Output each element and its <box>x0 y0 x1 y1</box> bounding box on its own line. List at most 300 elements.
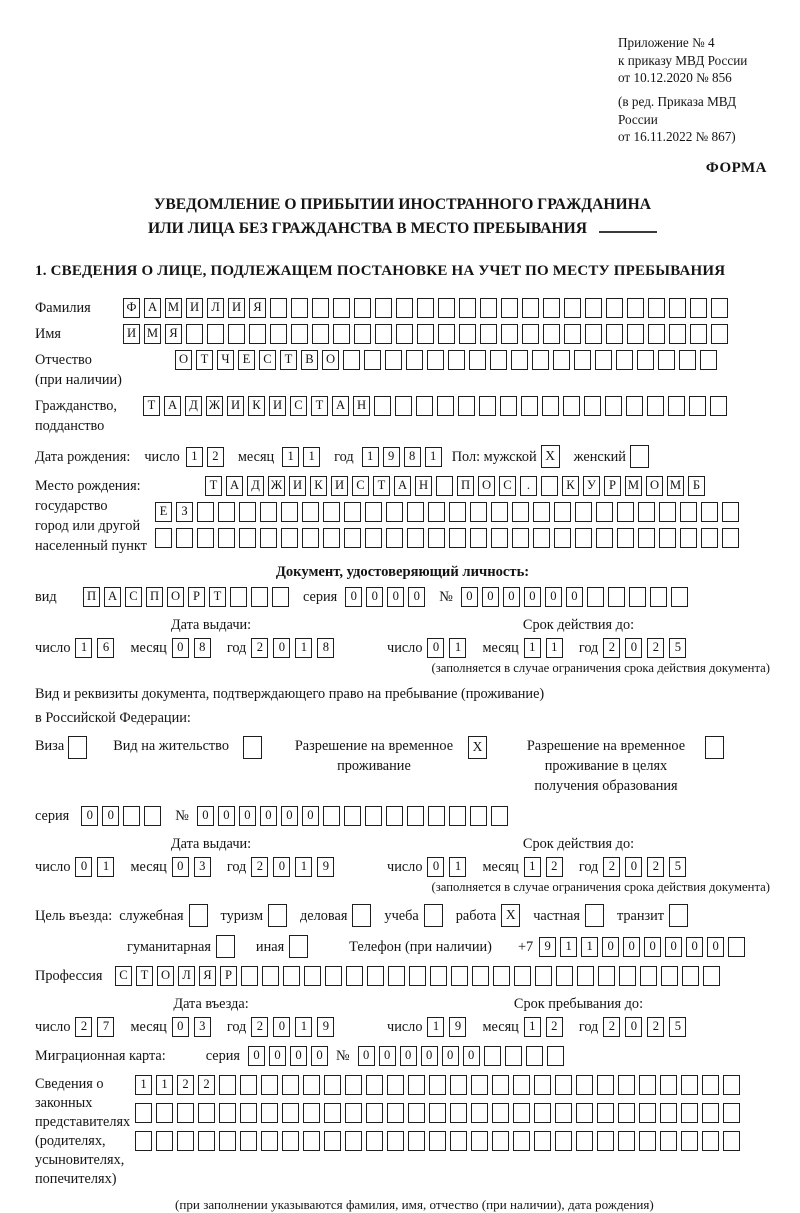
char-cell[interactable]: Я <box>165 324 182 344</box>
char-cell[interactable]: И <box>289 476 306 496</box>
char-cell[interactable] <box>219 1103 236 1123</box>
char-cell[interactable]: 0 <box>311 1046 328 1066</box>
char-cell[interactable] <box>680 528 697 548</box>
char-cell[interactable] <box>492 1131 509 1151</box>
char-cell[interactable] <box>689 396 706 416</box>
char-cell[interactable]: 0 <box>172 638 189 658</box>
char-cell[interactable] <box>575 502 592 522</box>
char-cell[interactable] <box>448 350 465 370</box>
char-cell[interactable] <box>459 324 476 344</box>
char-cell[interactable] <box>364 350 381 370</box>
char-cell[interactable] <box>395 396 412 416</box>
char-cell[interactable] <box>135 1131 152 1151</box>
char-cell[interactable] <box>450 1075 467 1095</box>
char-cell[interactable] <box>661 966 678 986</box>
char-cell[interactable] <box>576 1075 593 1095</box>
char-cell[interactable] <box>365 806 382 826</box>
char-cell[interactable]: И <box>331 476 348 496</box>
char-cell[interactable] <box>450 1131 467 1151</box>
char-cell[interactable] <box>366 1103 383 1123</box>
char-cell[interactable] <box>156 1131 173 1151</box>
char-cell[interactable] <box>417 324 434 344</box>
char-cell[interactable] <box>449 528 466 548</box>
char-cell[interactable] <box>218 528 235 548</box>
char-cell[interactable] <box>261 1131 278 1151</box>
char-cell[interactable]: И <box>228 298 245 318</box>
char-cell[interactable] <box>639 1103 656 1123</box>
char-cell[interactable]: . <box>520 476 537 496</box>
char-cell[interactable] <box>534 1075 551 1095</box>
char-cell[interactable]: 2 <box>75 1017 92 1037</box>
char-cell[interactable]: 0 <box>239 806 256 826</box>
char-cell[interactable] <box>511 350 528 370</box>
char-cell[interactable] <box>387 1103 404 1123</box>
char-cell[interactable]: Д <box>185 396 202 416</box>
char-cell[interactable] <box>574 350 591 370</box>
char-cell[interactable] <box>408 1075 425 1095</box>
char-cell[interactable]: О <box>175 350 192 370</box>
char-cell[interactable] <box>429 1131 446 1151</box>
char-cell[interactable] <box>344 502 361 522</box>
char-cell[interactable] <box>543 324 560 344</box>
char-cell[interactable] <box>176 528 193 548</box>
char-cell[interactable]: Л <box>207 298 224 318</box>
char-cell[interactable] <box>207 324 224 344</box>
char-cell[interactable]: 0 <box>75 857 92 877</box>
char-cell[interactable] <box>323 502 340 522</box>
char-cell[interactable]: 1 <box>524 638 541 658</box>
char-cell[interactable]: 0 <box>427 638 444 658</box>
char-cell[interactable]: Ф <box>123 298 140 318</box>
char-cell[interactable] <box>281 502 298 522</box>
char-cell[interactable] <box>408 1103 425 1123</box>
char-cell[interactable] <box>585 298 602 318</box>
char-cell[interactable]: 0 <box>427 857 444 877</box>
char-cell[interactable] <box>241 966 258 986</box>
char-cell[interactable] <box>323 806 340 826</box>
char-cell[interactable] <box>289 935 308 958</box>
char-cell[interactable] <box>728 937 745 957</box>
char-cell[interactable]: К <box>562 476 579 496</box>
char-cell[interactable] <box>493 966 510 986</box>
char-cell[interactable]: 1 <box>560 937 577 957</box>
char-cell[interactable]: 0 <box>172 857 189 877</box>
char-cell[interactable] <box>526 1046 543 1066</box>
char-cell[interactable] <box>239 502 256 522</box>
char-cell[interactable] <box>522 298 539 318</box>
char-cell[interactable] <box>325 966 342 986</box>
char-cell[interactable]: 0 <box>461 587 478 607</box>
char-cell[interactable]: 8 <box>194 638 211 658</box>
char-cell[interactable] <box>281 528 298 548</box>
char-cell[interactable] <box>705 736 724 759</box>
char-cell[interactable] <box>501 324 518 344</box>
char-cell[interactable] <box>261 1103 278 1123</box>
char-cell[interactable] <box>282 1131 299 1151</box>
char-cell[interactable] <box>629 587 646 607</box>
char-cell[interactable]: Е <box>155 502 172 522</box>
char-cell[interactable] <box>702 1075 719 1095</box>
char-cell[interactable] <box>701 528 718 548</box>
char-cell[interactable]: У <box>583 476 600 496</box>
char-cell[interactable] <box>638 502 655 522</box>
char-cell[interactable] <box>513 1103 530 1123</box>
char-cell[interactable] <box>681 1103 698 1123</box>
char-cell[interactable]: 5 <box>669 1017 686 1037</box>
char-cell[interactable]: 2 <box>251 1017 268 1037</box>
char-cell[interactable] <box>230 587 247 607</box>
char-cell[interactable]: А <box>144 298 161 318</box>
char-cell[interactable] <box>650 587 667 607</box>
char-cell[interactable]: 0 <box>686 937 703 957</box>
char-cell[interactable] <box>669 324 686 344</box>
char-cell[interactable]: 8 <box>404 447 421 467</box>
char-cell[interactable] <box>479 396 496 416</box>
char-cell[interactable] <box>333 298 350 318</box>
char-cell[interactable]: Т <box>209 587 226 607</box>
char-cell[interactable] <box>470 806 487 826</box>
char-cell[interactable]: 2 <box>251 638 268 658</box>
char-cell[interactable] <box>218 502 235 522</box>
char-cell[interactable] <box>555 1075 572 1095</box>
char-cell[interactable]: 0 <box>260 806 277 826</box>
char-cell[interactable]: Т <box>373 476 390 496</box>
char-cell[interactable] <box>451 966 468 986</box>
char-cell[interactable] <box>626 396 643 416</box>
char-cell[interactable]: Т <box>280 350 297 370</box>
char-cell[interactable]: Ч <box>217 350 234 370</box>
char-cell[interactable]: 9 <box>539 937 556 957</box>
char-cell[interactable]: 0 <box>345 587 362 607</box>
char-cell[interactable]: 1 <box>427 1017 444 1037</box>
char-cell[interactable] <box>703 966 720 986</box>
char-cell[interactable]: Е <box>238 350 255 370</box>
char-cell[interactable]: Д <box>247 476 264 496</box>
char-cell[interactable]: 1 <box>186 447 203 467</box>
char-cell[interactable]: 0 <box>172 1017 189 1037</box>
char-cell[interactable] <box>386 806 403 826</box>
char-cell[interactable] <box>354 324 371 344</box>
char-cell[interactable]: 0 <box>358 1046 375 1066</box>
char-cell[interactable] <box>491 502 508 522</box>
char-cell[interactable] <box>427 350 444 370</box>
char-cell[interactable] <box>722 502 739 522</box>
char-cell[interactable] <box>272 587 289 607</box>
char-cell[interactable]: 1 <box>524 1017 541 1037</box>
char-cell[interactable] <box>512 528 529 548</box>
char-cell[interactable] <box>197 502 214 522</box>
char-cell[interactable] <box>608 587 625 607</box>
char-cell[interactable] <box>251 587 268 607</box>
char-cell[interactable] <box>640 966 657 986</box>
char-cell[interactable] <box>513 1131 530 1151</box>
char-cell[interactable] <box>469 350 486 370</box>
char-cell[interactable] <box>260 502 277 522</box>
char-cell[interactable] <box>577 966 594 986</box>
char-cell[interactable]: И <box>227 396 244 416</box>
char-cell[interactable] <box>619 966 636 986</box>
char-cell[interactable]: 0 <box>463 1046 480 1066</box>
char-cell[interactable] <box>417 298 434 318</box>
char-cell[interactable] <box>312 324 329 344</box>
char-cell[interactable] <box>547 1046 564 1066</box>
char-cell[interactable] <box>501 298 518 318</box>
char-cell[interactable] <box>617 502 634 522</box>
char-cell[interactable]: 1 <box>75 638 92 658</box>
char-cell[interactable] <box>438 298 455 318</box>
char-cell[interactable] <box>630 445 649 468</box>
char-cell[interactable]: С <box>499 476 516 496</box>
char-cell[interactable] <box>535 966 552 986</box>
char-cell[interactable]: О <box>157 966 174 986</box>
char-cell[interactable]: 8 <box>317 638 334 658</box>
char-cell[interactable] <box>283 966 300 986</box>
char-cell[interactable]: 0 <box>269 1046 286 1066</box>
char-cell[interactable]: 0 <box>482 587 499 607</box>
char-cell[interactable]: Р <box>220 966 237 986</box>
char-cell[interactable] <box>500 396 517 416</box>
char-cell[interactable] <box>282 1103 299 1123</box>
char-cell[interactable] <box>491 528 508 548</box>
char-cell[interactable] <box>554 502 571 522</box>
char-cell[interactable]: 0 <box>273 857 290 877</box>
char-cell[interactable] <box>575 528 592 548</box>
char-cell[interactable] <box>722 528 739 548</box>
char-cell[interactable]: П <box>457 476 474 496</box>
char-cell[interactable]: 0 <box>644 937 661 957</box>
char-cell[interactable]: К <box>248 396 265 416</box>
char-cell[interactable] <box>597 1075 614 1095</box>
char-cell[interactable] <box>690 324 707 344</box>
char-cell[interactable] <box>541 476 558 496</box>
char-cell[interactable] <box>197 528 214 548</box>
char-cell[interactable] <box>282 1075 299 1095</box>
char-cell[interactable]: С <box>115 966 132 986</box>
char-cell[interactable] <box>375 298 392 318</box>
char-cell[interactable] <box>243 736 262 759</box>
char-cell[interactable] <box>554 528 571 548</box>
char-cell[interactable] <box>344 806 361 826</box>
char-cell[interactable] <box>606 324 623 344</box>
char-cell[interactable] <box>407 806 424 826</box>
char-cell[interactable] <box>262 966 279 986</box>
char-cell[interactable] <box>471 1103 488 1123</box>
char-cell[interactable] <box>514 966 531 986</box>
char-cell[interactable] <box>605 396 622 416</box>
char-cell[interactable] <box>639 1075 656 1095</box>
char-cell[interactable] <box>428 806 445 826</box>
char-cell[interactable] <box>480 324 497 344</box>
char-cell[interactable] <box>198 1131 215 1151</box>
char-cell[interactable] <box>616 350 633 370</box>
char-cell[interactable] <box>304 966 321 986</box>
char-cell[interactable] <box>424 904 443 927</box>
char-cell[interactable]: 0 <box>102 806 119 826</box>
char-cell[interactable] <box>597 1103 614 1123</box>
char-cell[interactable] <box>366 1075 383 1095</box>
char-cell[interactable] <box>534 1103 551 1123</box>
char-cell[interactable] <box>618 1131 635 1151</box>
char-cell[interactable] <box>156 1103 173 1123</box>
char-cell[interactable] <box>312 298 329 318</box>
char-cell[interactable] <box>584 396 601 416</box>
char-cell[interactable] <box>701 502 718 522</box>
char-cell[interactable]: Н <box>353 396 370 416</box>
char-cell[interactable] <box>492 1075 509 1095</box>
char-cell[interactable] <box>216 935 235 958</box>
char-cell[interactable]: 1 <box>295 638 312 658</box>
char-cell[interactable]: 2 <box>251 857 268 877</box>
char-cell[interactable]: 0 <box>665 937 682 957</box>
char-cell[interactable] <box>639 1131 656 1151</box>
char-cell[interactable]: 2 <box>546 857 563 877</box>
char-cell[interactable] <box>532 350 549 370</box>
char-cell[interactable]: А <box>226 476 243 496</box>
char-cell[interactable] <box>323 528 340 548</box>
char-cell[interactable]: 5 <box>669 857 686 877</box>
char-cell[interactable] <box>387 1075 404 1095</box>
char-cell[interactable]: В <box>301 350 318 370</box>
char-cell[interactable]: И <box>269 396 286 416</box>
char-cell[interactable] <box>324 1075 341 1095</box>
char-cell[interactable] <box>680 502 697 522</box>
char-cell[interactable] <box>470 502 487 522</box>
char-cell[interactable] <box>659 502 676 522</box>
char-cell[interactable]: О <box>322 350 339 370</box>
char-cell[interactable]: 2 <box>198 1075 215 1095</box>
char-cell[interactable] <box>366 1131 383 1151</box>
char-cell[interactable] <box>408 1131 425 1151</box>
char-cell[interactable]: 9 <box>317 857 334 877</box>
char-cell[interactable]: 5 <box>669 638 686 658</box>
char-cell[interactable]: М <box>625 476 642 496</box>
char-cell[interactable]: Т <box>143 396 160 416</box>
char-cell[interactable] <box>291 298 308 318</box>
char-cell[interactable] <box>512 502 529 522</box>
char-cell[interactable] <box>702 1131 719 1151</box>
char-cell[interactable] <box>302 502 319 522</box>
char-cell[interactable]: Р <box>604 476 621 496</box>
char-cell[interactable] <box>385 350 402 370</box>
char-cell[interactable] <box>658 350 675 370</box>
char-cell[interactable]: 0 <box>281 806 298 826</box>
char-cell[interactable] <box>240 1103 257 1123</box>
char-cell[interactable]: 1 <box>156 1075 173 1095</box>
char-cell[interactable] <box>533 528 550 548</box>
char-cell[interactable] <box>576 1131 593 1151</box>
char-cell[interactable]: 0 <box>197 806 214 826</box>
char-cell[interactable] <box>492 1103 509 1123</box>
char-cell[interactable] <box>659 528 676 548</box>
char-cell[interactable] <box>690 298 707 318</box>
char-cell[interactable] <box>303 1103 320 1123</box>
char-cell[interactable]: 0 <box>545 587 562 607</box>
char-cell[interactable] <box>302 528 319 548</box>
char-cell[interactable] <box>437 396 454 416</box>
char-cell[interactable] <box>345 1131 362 1151</box>
char-cell[interactable]: 1 <box>303 447 320 467</box>
char-cell[interactable]: С <box>125 587 142 607</box>
char-cell[interactable] <box>542 396 559 416</box>
char-cell[interactable]: 2 <box>546 1017 563 1037</box>
char-cell[interactable] <box>291 324 308 344</box>
char-cell[interactable]: 2 <box>603 857 620 877</box>
char-cell[interactable] <box>522 324 539 344</box>
char-cell[interactable]: 0 <box>302 806 319 826</box>
char-cell[interactable]: 0 <box>366 587 383 607</box>
char-cell[interactable]: 6 <box>97 638 114 658</box>
char-cell[interactable] <box>396 324 413 344</box>
char-cell[interactable] <box>681 1131 698 1151</box>
char-cell[interactable] <box>428 528 445 548</box>
char-cell[interactable] <box>564 324 581 344</box>
char-cell[interactable] <box>189 904 208 927</box>
char-cell[interactable] <box>555 1131 572 1151</box>
char-cell[interactable] <box>660 1075 677 1095</box>
char-cell[interactable]: Т <box>205 476 222 496</box>
char-cell[interactable] <box>407 528 424 548</box>
char-cell[interactable] <box>459 298 476 318</box>
char-cell[interactable]: 2 <box>647 1017 664 1037</box>
char-cell[interactable] <box>606 298 623 318</box>
char-cell[interactable] <box>669 298 686 318</box>
char-cell[interactable]: 0 <box>400 1046 417 1066</box>
char-cell[interactable]: 0 <box>379 1046 396 1066</box>
char-cell[interactable]: 0 <box>248 1046 265 1066</box>
char-cell[interactable]: 2 <box>603 638 620 658</box>
char-cell[interactable]: Р <box>188 587 205 607</box>
char-cell[interactable] <box>436 476 453 496</box>
char-cell[interactable]: К <box>310 476 327 496</box>
char-cell[interactable] <box>219 1131 236 1151</box>
char-cell[interactable] <box>135 1103 152 1123</box>
char-cell[interactable]: М <box>144 324 161 344</box>
char-cell[interactable] <box>679 350 696 370</box>
char-cell[interactable] <box>700 350 717 370</box>
char-cell[interactable] <box>458 396 475 416</box>
char-cell[interactable] <box>449 806 466 826</box>
char-cell[interactable] <box>597 1131 614 1151</box>
char-cell[interactable]: А <box>394 476 411 496</box>
char-cell[interactable] <box>428 502 445 522</box>
char-cell[interactable] <box>710 396 727 416</box>
char-cell[interactable]: Б <box>688 476 705 496</box>
char-cell[interactable]: 0 <box>566 587 583 607</box>
char-cell[interactable] <box>367 966 384 986</box>
char-cell[interactable] <box>681 1075 698 1095</box>
char-cell[interactable]: 0 <box>625 857 642 877</box>
char-cell[interactable] <box>491 806 508 826</box>
char-cell[interactable]: 1 <box>449 857 466 877</box>
char-cell[interactable] <box>556 966 573 986</box>
char-cell[interactable] <box>534 1131 551 1151</box>
char-cell[interactable]: 1 <box>581 937 598 957</box>
char-cell[interactable]: М <box>667 476 684 496</box>
char-cell[interactable]: Ж <box>206 396 223 416</box>
char-cell[interactable] <box>219 1075 236 1095</box>
char-cell[interactable] <box>352 904 371 927</box>
char-cell[interactable]: Т <box>311 396 328 416</box>
char-cell[interactable]: 2 <box>177 1075 194 1095</box>
char-cell[interactable]: 1 <box>449 638 466 658</box>
char-cell[interactable] <box>346 966 363 986</box>
char-cell[interactable]: 0 <box>623 937 640 957</box>
char-cell[interactable] <box>268 904 287 927</box>
char-cell[interactable] <box>671 587 688 607</box>
char-cell[interactable]: 0 <box>273 638 290 658</box>
char-cell[interactable] <box>723 1075 740 1095</box>
char-cell[interactable] <box>429 1075 446 1095</box>
